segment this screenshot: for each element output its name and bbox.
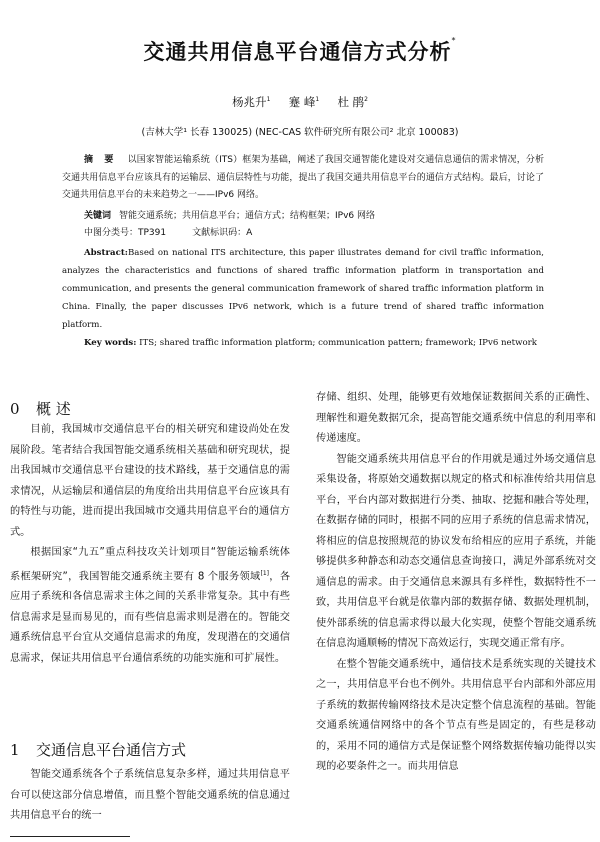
- right-column-body: [316, 388, 596, 778]
- section-title: 概 述: [36, 400, 71, 418]
- footnote-divider: [10, 836, 130, 837]
- paragraph: 目前，我国城市交通信息平台的相关研究和建设尚处在发展阶段。笔者结合我国智能交通系统相关基础和研究现状，提出我国城市交通信息平台建设的技术路线，基于交通信息的需求情况，从运输层和通信层的角度给出共用信息平台应该具有的特性与功能，进而提出我国城市交通共用信息平台的通信方式。: [10, 424, 290, 538]
- abstract-en-label: Abstract:: [84, 248, 128, 258]
- classification-number: 中图分类号：TP391: [84, 228, 167, 238]
- abstract-chinese: [62, 152, 544, 205]
- author-affil-mark: 1: [266, 96, 271, 104]
- affiliations: (吉林大学¹ 长春 130025) (NEC-CAS 软件研究所有限公司² 北京 100083): [141, 127, 459, 138]
- keywords-en-label: Key words:: [84, 338, 137, 348]
- abstract-cn-text: 以国家智能运输系统（ITS）框架为基础，阐述了我国交通智能化建设对交通信息通信的需求情况，分析交通共用信息平台应该具有的运输层、通信层特性与功能，提出了我国交通共用信息平台的通信方式结构。最后，讨论了交通共用信息平台的未来趋势之一——IPv6 网络。: [62, 155, 544, 200]
- author-list: [0, 94, 600, 110]
- abstract-cn-label: 摘 要: [84, 155, 118, 165]
- paragraph: 智能交通系统各个子系统信息复杂多样，通过共用信息平台可以使这部分信息增值，而且整个智能交通系统的信息通过共用信息平台的统一: [10, 769, 290, 821]
- section-number: 1: [10, 741, 20, 759]
- abstract-en-text: Based on national ITS architecture, this paper illustrates demand for civil traffic information, analyzes the characteristics and functions of shared traffic information platform in transportation and communication, and presents the general communication framework of shared traffic information platform in China. Finally, the paper discusses IPv6 network, which is a future trend of shared traffic information platform.: [62, 248, 544, 330]
- title-footnote-mark: *: [451, 36, 457, 45]
- abstract-english: [62, 244, 544, 334]
- left-column-body-2: [10, 765, 290, 827]
- paragraph: 存储、组织、处理，能够更有效地保证数据间关系的正确性、理解性和避免数据冗余，提高智能交通系统中信息的利用率和传递速度。: [316, 392, 596, 444]
- author-affil-mark: 1: [315, 96, 320, 104]
- keywords-chinese: [62, 208, 544, 226]
- paragraph-text: 根据国家“九五”重点科技攻关计划项目“智能运输系统体系框架研究”，我国智能交通系统主要有 8 个服务领域: [10, 547, 290, 582]
- section-title: 交通信息平台通信方式: [36, 741, 187, 759]
- paper-title: [0, 36, 600, 66]
- keywords-cn-text: 智能交通系统；共用信息平台；通信方式；结构框架；IPv6 网络: [119, 211, 376, 221]
- section-heading: [10, 739, 186, 760]
- keywords-en-text: ITS; shared traffic information platform; communication pattern; framework; IPv6 network: [139, 338, 537, 348]
- section-heading: [10, 398, 71, 419]
- author-affil-mark: 2: [364, 96, 368, 104]
- section-number: 0: [10, 400, 20, 418]
- citation-ref: [1]: [260, 569, 269, 577]
- keywords-cn-label: 关键词: [84, 211, 112, 221]
- document-code: 文献标识码：A: [192, 228, 253, 238]
- author-name: 蹇 峰: [288, 95, 316, 109]
- left-column-body: [10, 420, 290, 669]
- title-text: 交通共用信息平台通信方式分析: [143, 40, 452, 64]
- author-name: 杨兆升: [232, 95, 267, 109]
- paragraph-text: ，各应用子系统和各信息需求主体之间的关系非常复杂。其中有些信息需求是显而易见的，而有些信息需求则是潜在的。智能交通系统信息平台宜从交通信息需求的角度，发现潜在的交通信息需求，保证共用信息平台通信系统的功能实施和可扩展性。: [10, 570, 291, 664]
- classification-line: [62, 225, 544, 243]
- paragraph: [10, 543, 290, 669]
- keywords-english: [62, 334, 544, 352]
- paragraph: 智能交通系统共用信息平台的作用就是通过外场交通信息采集设备，将原始交通数据以规定的格式和标准传给共用信息平台，平台内部对数据进行分类、抽取、挖掘和融合等处理，在数据存储的同时，根据不同的应用子系统的信息需求情况，将相应的信息按照规范的协议发布给相应的应用子系统，并能够提供多种静态和动态交通信息查询接口，满足外部系统对交通信息的需求。由于交通信息来源具有多样性，数据特性不一致，共用信息平台就是依靠内部的数据存储、数据处理机制，使外部系统的信息需求得以最大化实现，使整个智能交通系统在信息沟通顺畅的情况下高效运行，实现交通正常有序。: [316, 453, 596, 649]
- author-name: 杜 鹃: [337, 95, 365, 109]
- paragraph: 在整个智能交通系统中，通信技术是系统实现的关键技术之一，共用信息平台也不例外。共用信息平台内部和外部应用子系统的数据传输网络技术是决定整个信息流程的基础。智能交通系统通信网络中的各个节点有些是固定的，有些是移动的，采用不同的通信方式是保证整个网络数据传输功能得以实现的必要条件之一。而共用信息: [316, 658, 596, 772]
